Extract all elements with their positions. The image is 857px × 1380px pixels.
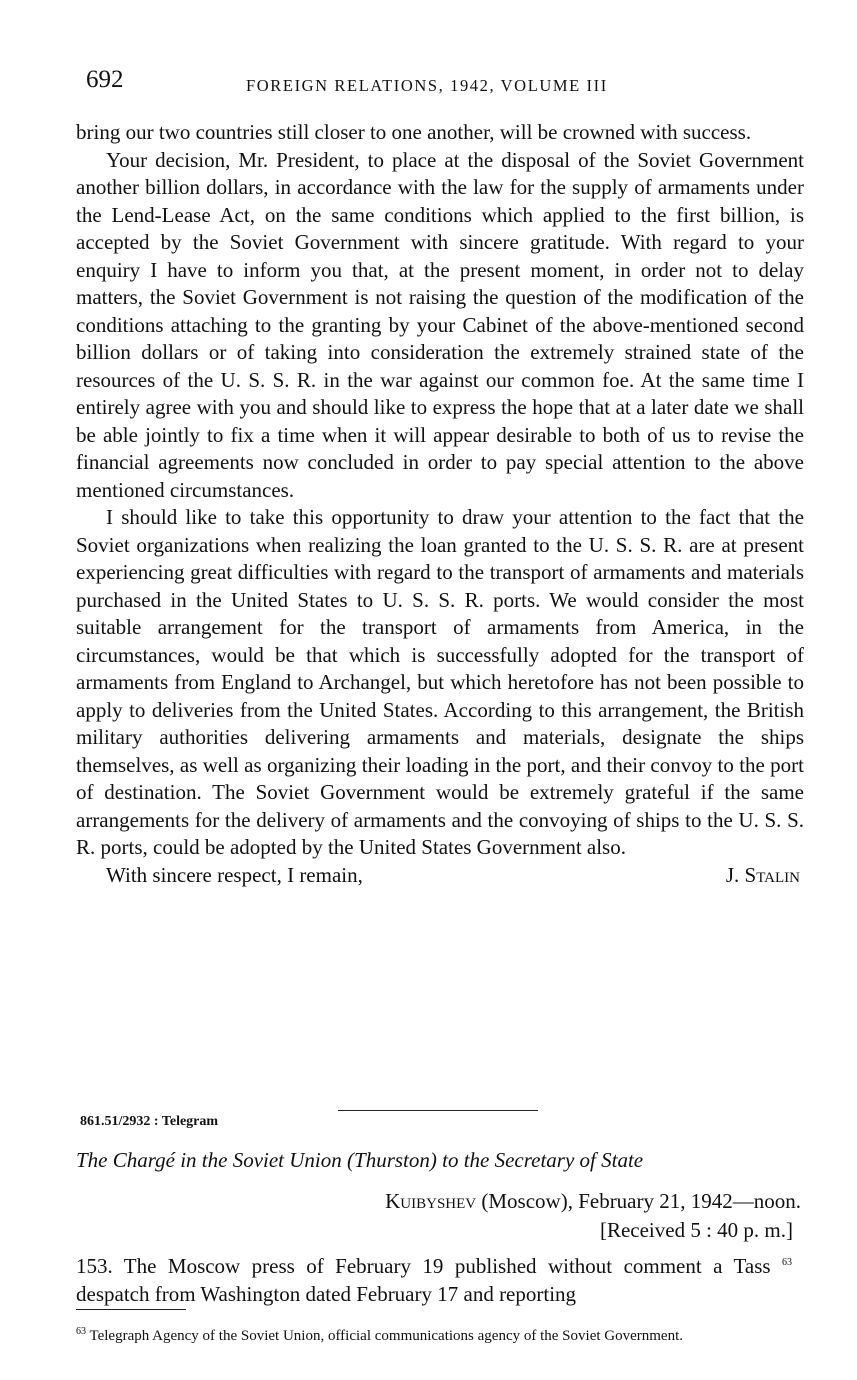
dateline — [385, 1189, 801, 1214]
footnote-text: Telegraph Agency of the Soviet Union, official communications agency of the Soviet Government. — [86, 1328, 683, 1344]
paragraph-153-start: 153. The Moscow press of February 19 published without comment a Tass — [76, 1254, 782, 1278]
file-number: 861.51/2932 : Telegram — [80, 1114, 219, 1129]
letter-body — [76, 119, 804, 890]
dateline-place: Kuibyshev — [385, 1189, 477, 1213]
page-header — [86, 66, 806, 96]
paragraph-transport: I should like to take this opportunity to draw your attention to the fact that the Soviet organizations when realizing the loan granted to the U. S. S. R. are at present experiencing great difficulties with regard to the transport of armaments and materials purchased in the United States to U. S. S. R. ports. We would consider the most suitable arrangement for the transport of armaments from America, in the circumstances, would be that which is successfully adopted for the transport of armaments from England to Archangel, but which heretofore has not been possible to apply to deliveries from the United States. According to this arrangement, the British military authorities delivering armaments and materials, designate the ships themselves, as well as organizing their loading in the port, and their convoy to the port of destination. The Soviet Government would be extremely grateful if the same arrangements for the delivery of armaments and the convoying of ships to the U. S. S. R. ports, could be adopted by the United States Government also. — [76, 505, 804, 859]
page-number: 692 — [86, 66, 124, 93]
footnote — [76, 1323, 792, 1345]
paragraph-lend-lease: Your decision, Mr. President, to place at the disposal of the Soviet Government another billion dollars, in accordance with the law for the supply of armaments under the Lend-Lease Act, on the same conditions which applied to the first billion, is accepted by the Soviet Government with sincere gratitude. With regard to your enquiry I have to inform you that, at the present moment, in order not to delay matters, the Soviet Government is not raising the question of the modification of the conditions attaching to the granting by your Cabinet of the above-mentioned second billion dollars or of taking into consideration the extremely strained state of the resources of the U. S. S. R. in the war against our common foe. At the same time I entirely agree with you and should like to express the hope that at a later date we shall be able jointly to fix a time when it will appear desirable to both of us to revise the financial agreements now concluded in order to pay special attention to the above mentioned circumstances. — [76, 147, 804, 502]
footnote-divider — [76, 1309, 186, 1310]
running-head: FOREIGN RELATIONS, 1942, VOLUME III — [246, 76, 608, 95]
paragraph-continued: bring our two countries still closer to one another, will be crowned with success. — [76, 120, 752, 144]
paragraph-153 — [76, 1249, 792, 1308]
paragraph-153-end: despatch from Washington dated February 17 and reporting — [76, 1282, 577, 1306]
document-title: The Chargé in the Soviet Union (Thurston) to the Secretary of State — [76, 1148, 644, 1172]
section-divider — [338, 1110, 538, 1111]
closing-line — [76, 862, 804, 890]
dateline-date: (Moscow), February 21, 1942—noon. — [476, 1189, 801, 1213]
footnote-reference[interactable]: 63 — [782, 1257, 792, 1268]
received-time: [Received 5 : 40 p. m.] — [599, 1218, 793, 1242]
footnote-marker: 63 — [76, 1326, 86, 1337]
signature: J. Stalin — [725, 862, 800, 887]
closing-text: With sincere respect, I remain, — [106, 862, 363, 887]
